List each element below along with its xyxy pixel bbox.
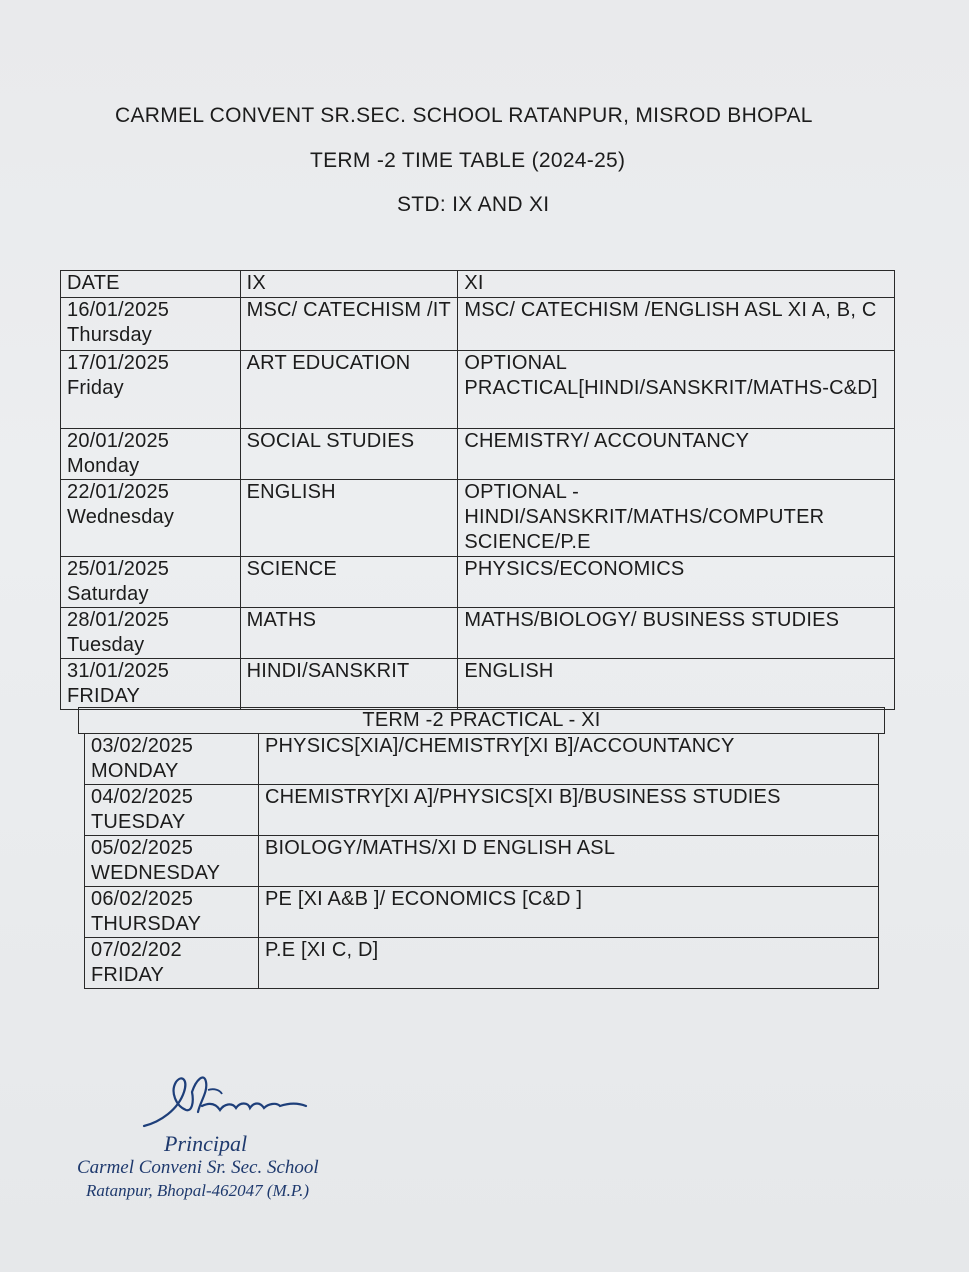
exam-day: FRIDAY — [67, 685, 141, 707]
practical-day: TUESDAY — [91, 811, 186, 833]
date-cell — [85, 734, 259, 785]
ix-subject: ART EDUCATION — [240, 351, 458, 429]
ix-subject: SOCIAL STUDIES — [240, 429, 458, 480]
table-row — [61, 351, 895, 429]
exam-date: 31/01/2025 — [67, 660, 170, 682]
xi-column-header: XI — [458, 271, 895, 298]
exam-date: 28/01/2025 — [67, 609, 170, 631]
exam-day: Tuesday — [67, 634, 145, 656]
date-cell — [85, 836, 259, 887]
exam-day: Monday — [67, 455, 140, 477]
school-name: CARMEL CONVENT SR.SEC. SCHOOL RATANPUR, MISROD BHOPAL — [115, 104, 813, 127]
table-row — [85, 938, 879, 989]
practical-date: 07/02/202 — [91, 939, 182, 961]
table-row — [85, 785, 879, 836]
date-cell — [61, 480, 241, 557]
exam-day: Saturday — [67, 583, 149, 605]
xi-subject: MSC/ CATECHISM /ENGLISH ASL XI A, B, C — [458, 298, 895, 351]
practical-subjects: P.E [XI C, D] — [259, 938, 879, 989]
date-cell — [85, 938, 259, 989]
table-row — [61, 659, 895, 710]
exam-day: Wednesday — [67, 506, 175, 528]
practical-day: THURSDAY — [91, 913, 202, 935]
exam-date: 17/01/2025 — [67, 352, 170, 374]
date-cell — [61, 351, 241, 429]
date-cell — [85, 785, 259, 836]
practical-day: MONDAY — [91, 760, 179, 782]
table-row — [85, 734, 879, 785]
date-column-header: DATE — [61, 271, 241, 298]
timetable-title: TERM -2 TIME TABLE (2024-25) — [310, 149, 626, 172]
practical-subjects: CHEMISTRY[XI A]/PHYSICS[XI B]/BUSINESS STUDIES — [259, 785, 879, 836]
date-cell — [61, 429, 241, 480]
stamp-title: Principal — [164, 1131, 248, 1156]
stamp-school: Carmel Conveni Sr. Sec. School — [77, 1157, 319, 1178]
xi-subject: OPTIONAL - HINDI/SANSKRIT/MATHS/COMPUTER SCIENCE/P.E — [458, 480, 895, 557]
table-row — [61, 557, 895, 608]
practical-timetable — [84, 733, 879, 989]
practical-heading-table — [78, 707, 885, 734]
practical-date: 03/02/2025 — [91, 735, 194, 757]
exam-date: 25/01/2025 — [67, 558, 170, 580]
table-row — [61, 608, 895, 659]
practical-date: 05/02/2025 — [91, 837, 194, 859]
exam-date: 16/01/2025 — [67, 299, 170, 321]
practical-date: 04/02/2025 — [91, 786, 194, 808]
practical-day: FRIDAY — [91, 964, 165, 986]
table-row — [85, 887, 879, 938]
ix-subject: ENGLISH — [240, 480, 458, 557]
header-row — [61, 271, 895, 298]
exam-date: 22/01/2025 — [67, 481, 170, 503]
table-row — [61, 298, 895, 351]
ix-subject: SCIENCE — [240, 557, 458, 608]
date-cell — [61, 557, 241, 608]
exam-date: 20/01/2025 — [67, 430, 170, 452]
practical-day: WEDNESDAY — [91, 862, 221, 884]
principal-signature — [140, 1062, 320, 1132]
xi-subject: PHYSICS/ECONOMICS — [458, 557, 895, 608]
practical-date: 06/02/2025 — [91, 888, 194, 910]
xi-subject: OPTIONAL PRACTICAL[HINDI/SANSKRIT/MATHS-C&D] — [458, 351, 895, 429]
xi-subject: MATHS/BIOLOGY/ BUSINESS STUDIES — [458, 608, 895, 659]
practical-subjects: BIOLOGY/MATHS/XI D ENGLISH ASL — [259, 836, 879, 887]
practical-heading: TERM -2 PRACTICAL - XI — [79, 708, 885, 734]
practical-heading-row — [79, 708, 885, 734]
practical-subjects: PE [XI A&B ]/ ECONOMICS [C&D ] — [259, 887, 879, 938]
exam-day: Friday — [67, 377, 124, 399]
exam-timetable — [60, 270, 895, 710]
date-cell — [61, 659, 241, 710]
ix-subject: HINDI/SANSKRIT — [240, 659, 458, 710]
practical-subjects: PHYSICS[XIA]/CHEMISTRY[XI B]/ACCOUNTANCY — [259, 734, 879, 785]
ix-column-header: IX — [240, 271, 458, 298]
date-cell — [61, 298, 241, 351]
ix-subject: MATHS — [240, 608, 458, 659]
standard-label: STD: IX AND XI — [397, 193, 550, 216]
exam-day: Thursday — [67, 324, 152, 346]
date-cell — [85, 887, 259, 938]
xi-subject: ENGLISH — [458, 659, 895, 710]
ix-subject: MSC/ CATECHISM /IT — [240, 298, 458, 351]
table-row — [85, 836, 879, 887]
table-row — [61, 429, 895, 480]
date-cell — [61, 608, 241, 659]
stamp-address: Ratanpur, Bhopal-462047 (M.P.) — [86, 1181, 310, 1200]
table-row — [61, 480, 895, 557]
xi-subject: CHEMISTRY/ ACCOUNTANCY — [458, 429, 895, 480]
